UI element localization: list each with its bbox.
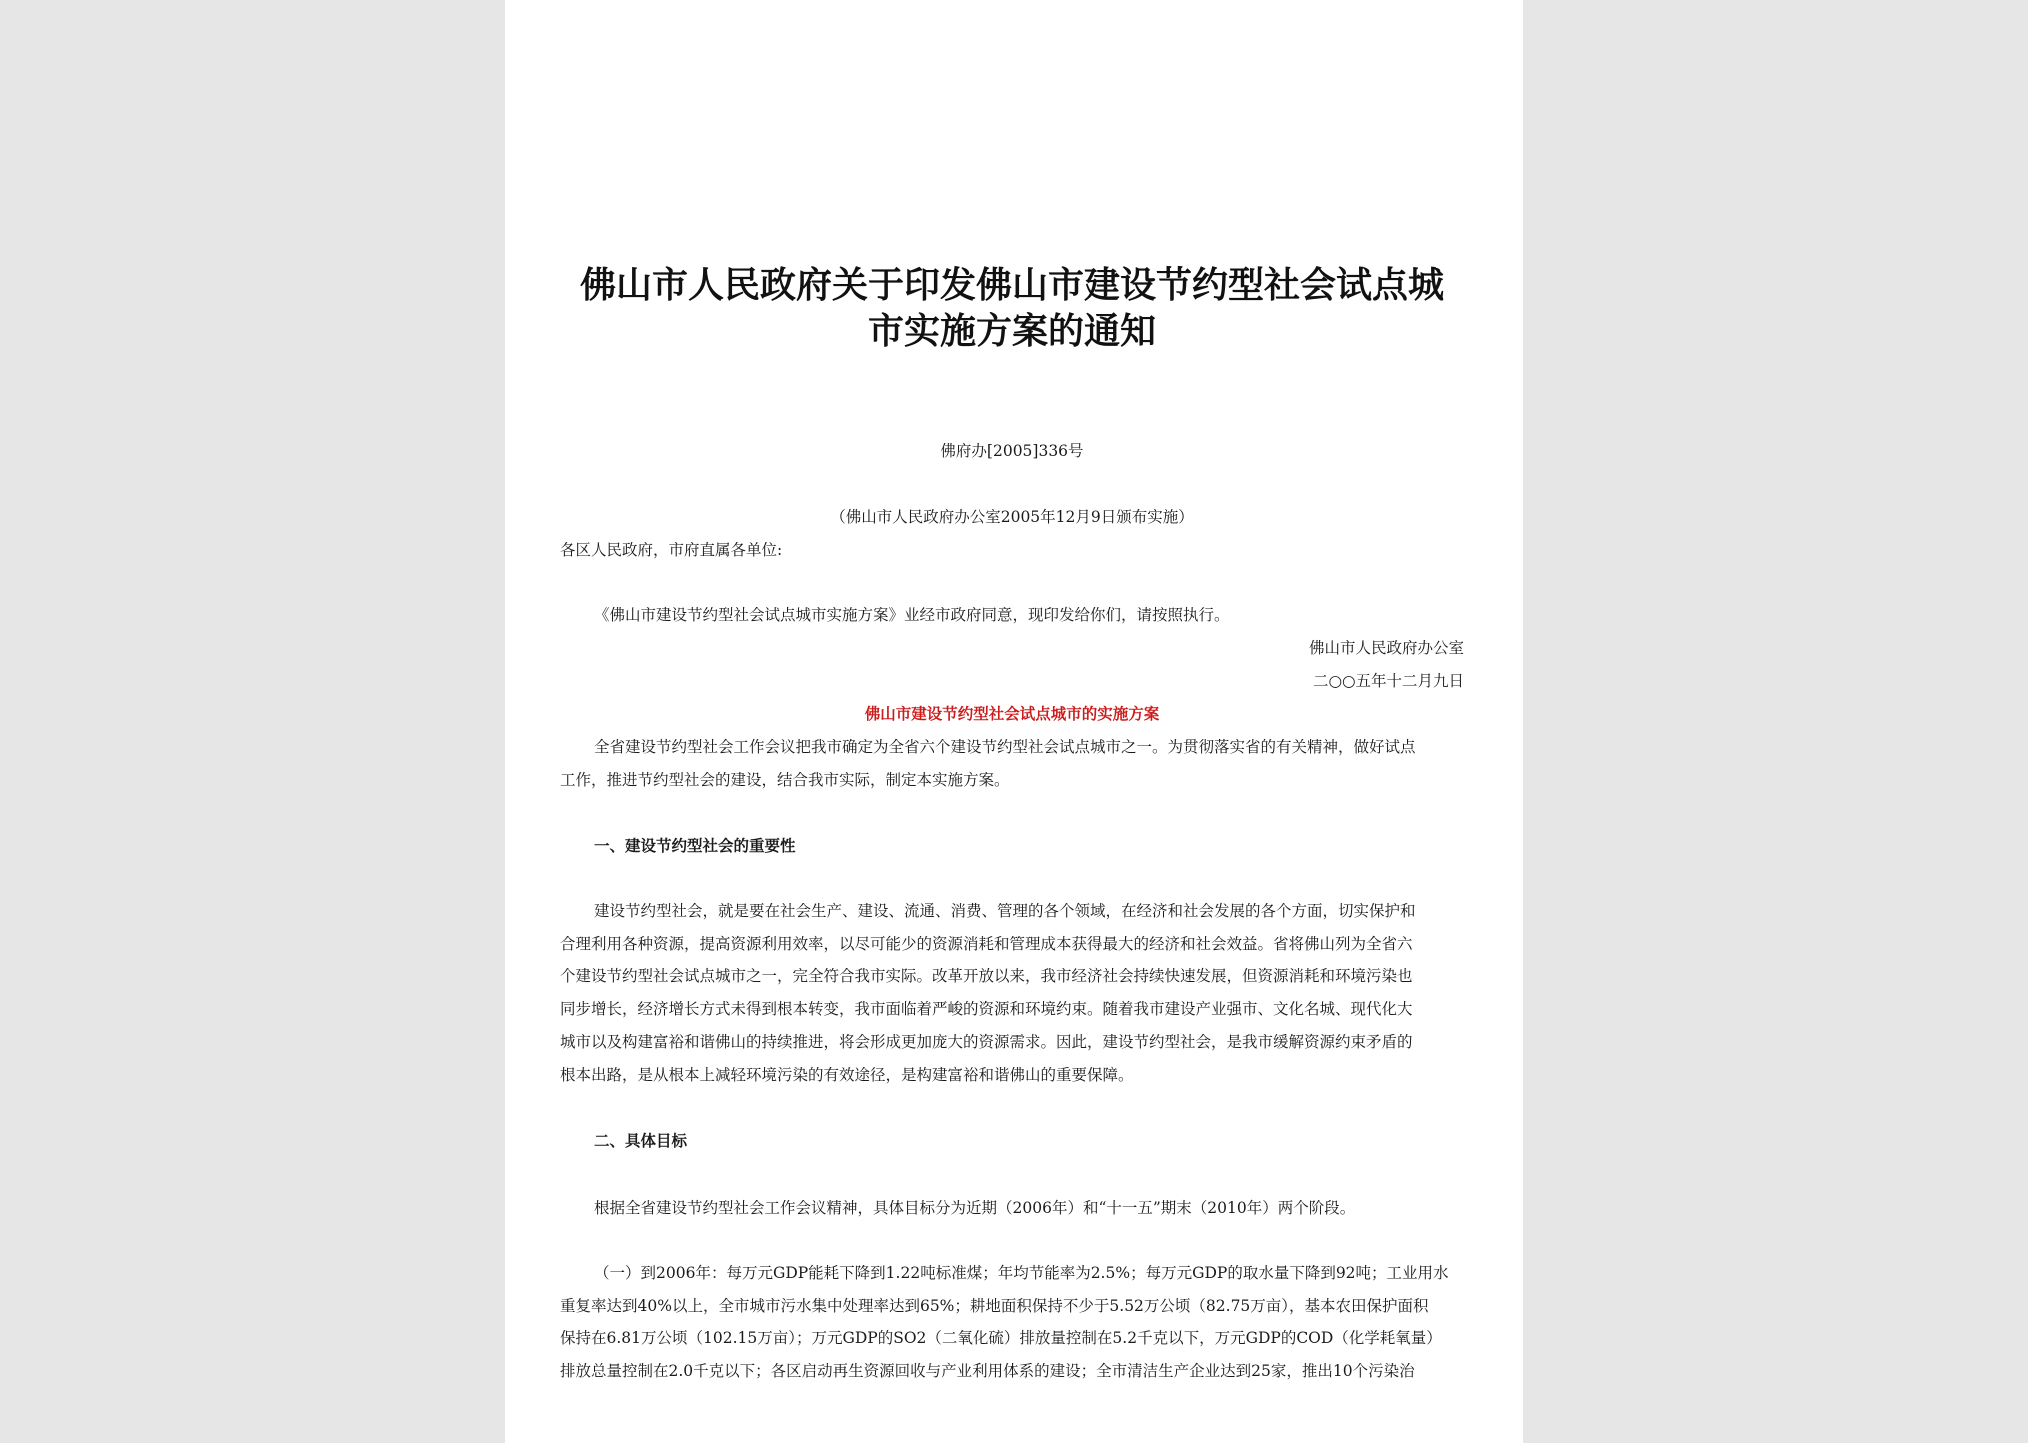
section-2-item-1-line: 排放总量控制在2.0千克以下；各区启动再生资源回收与产业利用体系的建设；全市清洁生产企业达到25家，推出10个污染治 [560, 1362, 1415, 1381]
issue-date: 二○○五年十二月九日 [1312, 672, 1464, 690]
notice-body: 《佛山市建设节约型社会试点城市实施方案》业经市政府同意，现印发给你们，请按照执行。 [594, 606, 1230, 624]
section-1-line: 合理利用各种资源，提高资源利用效率，以尽可能少的资源消耗和管理成本获得最大的经济和社会效益。省将佛山列为全省六 [560, 934, 1413, 953]
section-1-line: 个建设节约型社会试点城市之一，完全符合我市实际。改革开放以来，我市经济社会持续快速发展，但资源消耗和环境污染也 [560, 967, 1413, 986]
section-1-line: 城市以及构建富裕和谐佛山的持续推进，将会形成更加庞大的资源需求。因此，建设节约型社会，是我市缓解资源约束矛盾的 [560, 1032, 1413, 1051]
title-line-1: 佛山市人民政府关于印发佛山市建设节约型社会试点城 [579, 264, 1444, 306]
plan-title: 佛山市建设节约型社会试点城市的实施方案 [864, 704, 1160, 723]
section-1-heading: 一、建设节约型社会的重要性 [594, 836, 796, 855]
title-line-2: 市实施方案的通知 [867, 310, 1156, 352]
section-1-line: 建设节约型社会，就是要在社会生产、建设、流通、消费、管理的各个领域，在经济和社会发展的各个方面，切实保护和 [594, 902, 1416, 920]
section-2-item-1 [560, 1257, 1464, 1388]
section-2-item-1-line: （一）到2006年：每万元GDP能耗下降到1.22吨标准煤；年均节能率为2.5%；每万元GDP的取水量下降到92吨；工业用水 [594, 1264, 1449, 1282]
intro-line: 工作，推进节约型社会的建设，结合我市实际，制定本实施方案。 [560, 770, 1010, 789]
section-1-line: 根本出路，是从根本上减轻环境污染的有效途径，是构建富裕和谐佛山的重要保障。 [560, 1065, 1134, 1084]
document-title [560, 262, 1464, 354]
document-page [505, 0, 1523, 1443]
intro-line: 全省建设节约型社会工作会议把我市确定为全省六个建设节约型社会试点城市之一。为贯彻落实省的有关精神，做好试点 [594, 738, 1416, 756]
section-1-paragraph [560, 895, 1464, 1091]
section-2-heading: 二、具体目标 [594, 1131, 688, 1150]
section-1-line: 同步增长，经济增长方式未得到根本转变，我市面临着严峻的资源和环境约束。随着我市建设产业强市、文化名城、现代化大 [560, 1000, 1413, 1019]
doc-number: 佛府办[2005]336号 [940, 442, 1084, 460]
section-2-intro: 根据全省建设节约型社会工作会议精神，具体目标分为近期（2006年）和“十一五”期末（2010年）两个阶段。 [594, 1199, 1356, 1217]
section-2-item-1-line: 保持在6.81万公顷（102.15万亩）；万元GDP的SO2（二氧化硫）排放量控制在5.2千克以下，万元GDP的COD（化学耗氧量） [560, 1329, 1442, 1348]
salutation: 各区人民政府，市府直属各单位: [560, 541, 783, 559]
signature: 佛山市人民政府办公室 [1308, 639, 1464, 657]
section-2-item-1-line: 重复率达到40%以上，全市城市污水集中处理率达到65%；耕地面积保持不少于5.52万公顷（82.75万亩），基本农田保护面积 [560, 1296, 1429, 1315]
intro-paragraph [560, 731, 1464, 796]
issue-note: （佛山市人民政府办公室2005年12月9日颁布实施） [830, 508, 1194, 526]
